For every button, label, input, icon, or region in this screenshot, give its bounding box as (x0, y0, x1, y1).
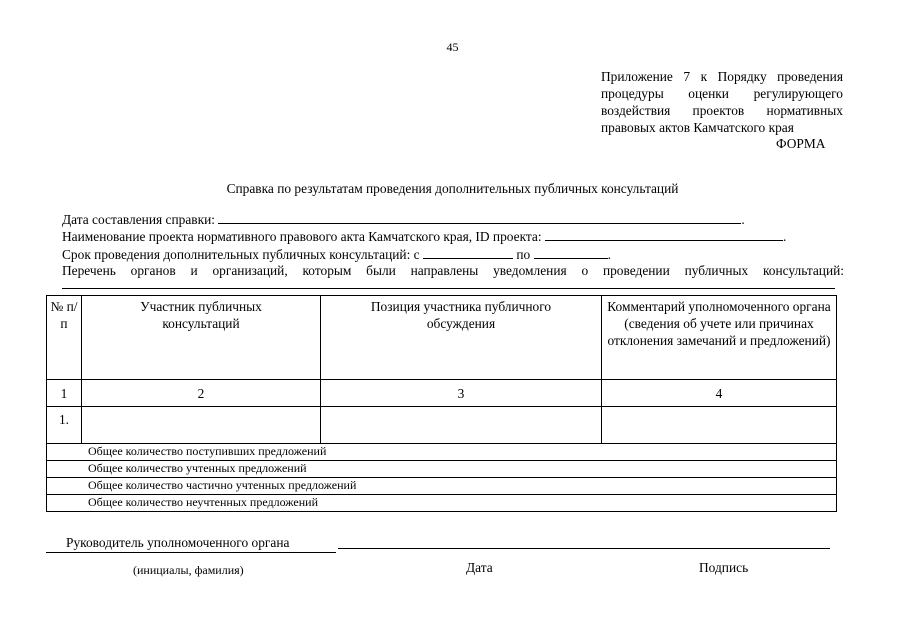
header-cell-position: Позиция участника публичного обсуждения (321, 296, 602, 380)
summary-rejected: Общее количество неучтенных предложений (47, 495, 837, 512)
document-title: Справка по результатам проведения дополнительных публичных консультаций (226, 181, 679, 196)
summary-row (47, 478, 837, 495)
appendix-line: правовых актов Камчатского края (601, 120, 794, 135)
consultation-table (46, 295, 837, 512)
appendix-line: процедуры оценки регулирующего (601, 86, 843, 101)
name-line[interactable] (46, 552, 336, 553)
date-signature-line[interactable] (338, 548, 830, 549)
period-dot: . (607, 247, 611, 262)
orgs-input-line[interactable] (62, 288, 835, 289)
form-label: ФОРМА (776, 136, 826, 151)
date-dot: . (741, 212, 745, 227)
period-to-label: по (516, 247, 531, 262)
period-field (62, 245, 611, 263)
header-cell-participant: Участник публичных консультаций (82, 296, 321, 380)
head-signature-label: Руководитель уполномоченного органа (66, 535, 290, 550)
summary-accepted: Общее количество учтенных предложений (47, 461, 837, 478)
number-cell: 3 (321, 380, 602, 407)
summary-row (47, 461, 837, 478)
date-label: Дата составления справки: (62, 212, 215, 227)
summary-partially-accepted: Общее количество частично учтенных предложений (47, 478, 837, 495)
number-cell: 1 (47, 380, 82, 407)
header-cell-comment: Комментарий уполномоченного органа (сведения об учете или причинах отклонения замечаний и предложений) (602, 296, 837, 380)
table-row (47, 407, 837, 444)
table-header-row (47, 296, 837, 380)
page-number: 45 (446, 40, 459, 54)
number-cell: 2 (82, 380, 321, 407)
participant-cell[interactable] (82, 407, 321, 444)
appendix-note (601, 68, 843, 136)
summary-received: Общее количество поступивших предложений (47, 444, 837, 461)
caption-initials: (инициалы, фамилия) (133, 563, 244, 577)
summary-row (47, 444, 837, 461)
period-label: Срок проведения дополнительных публичных консультаций: с (62, 247, 420, 262)
table-number-row (47, 380, 837, 407)
project-label: Наименование проекта нормативного правового акта Камчатского края, ID проекта: (62, 229, 542, 244)
orgs-label: Перечень органов и организаций, которым были направлены уведомления о проведении публичных консультаций: (62, 263, 844, 278)
header-cell-number: № п/п (47, 296, 82, 380)
project-field (62, 227, 786, 245)
caption-signature: Подпись (699, 560, 749, 575)
appendix-line: Приложение 7 к Порядку проведения (601, 69, 843, 84)
project-dot: . (782, 229, 787, 244)
position-cell[interactable] (321, 407, 602, 444)
period-from-line[interactable] (423, 245, 513, 259)
date-field (62, 210, 745, 228)
comment-cell[interactable] (602, 407, 837, 444)
summary-row (47, 495, 837, 512)
date-input-line[interactable] (218, 210, 741, 224)
number-cell: 4 (602, 380, 837, 407)
caption-date: Дата (466, 560, 493, 575)
row-number-cell: 1. (47, 407, 82, 444)
appendix-line: воздействия проектов нормативных (601, 103, 843, 118)
project-input-line[interactable] (545, 227, 783, 241)
period-to-line[interactable] (534, 245, 608, 259)
